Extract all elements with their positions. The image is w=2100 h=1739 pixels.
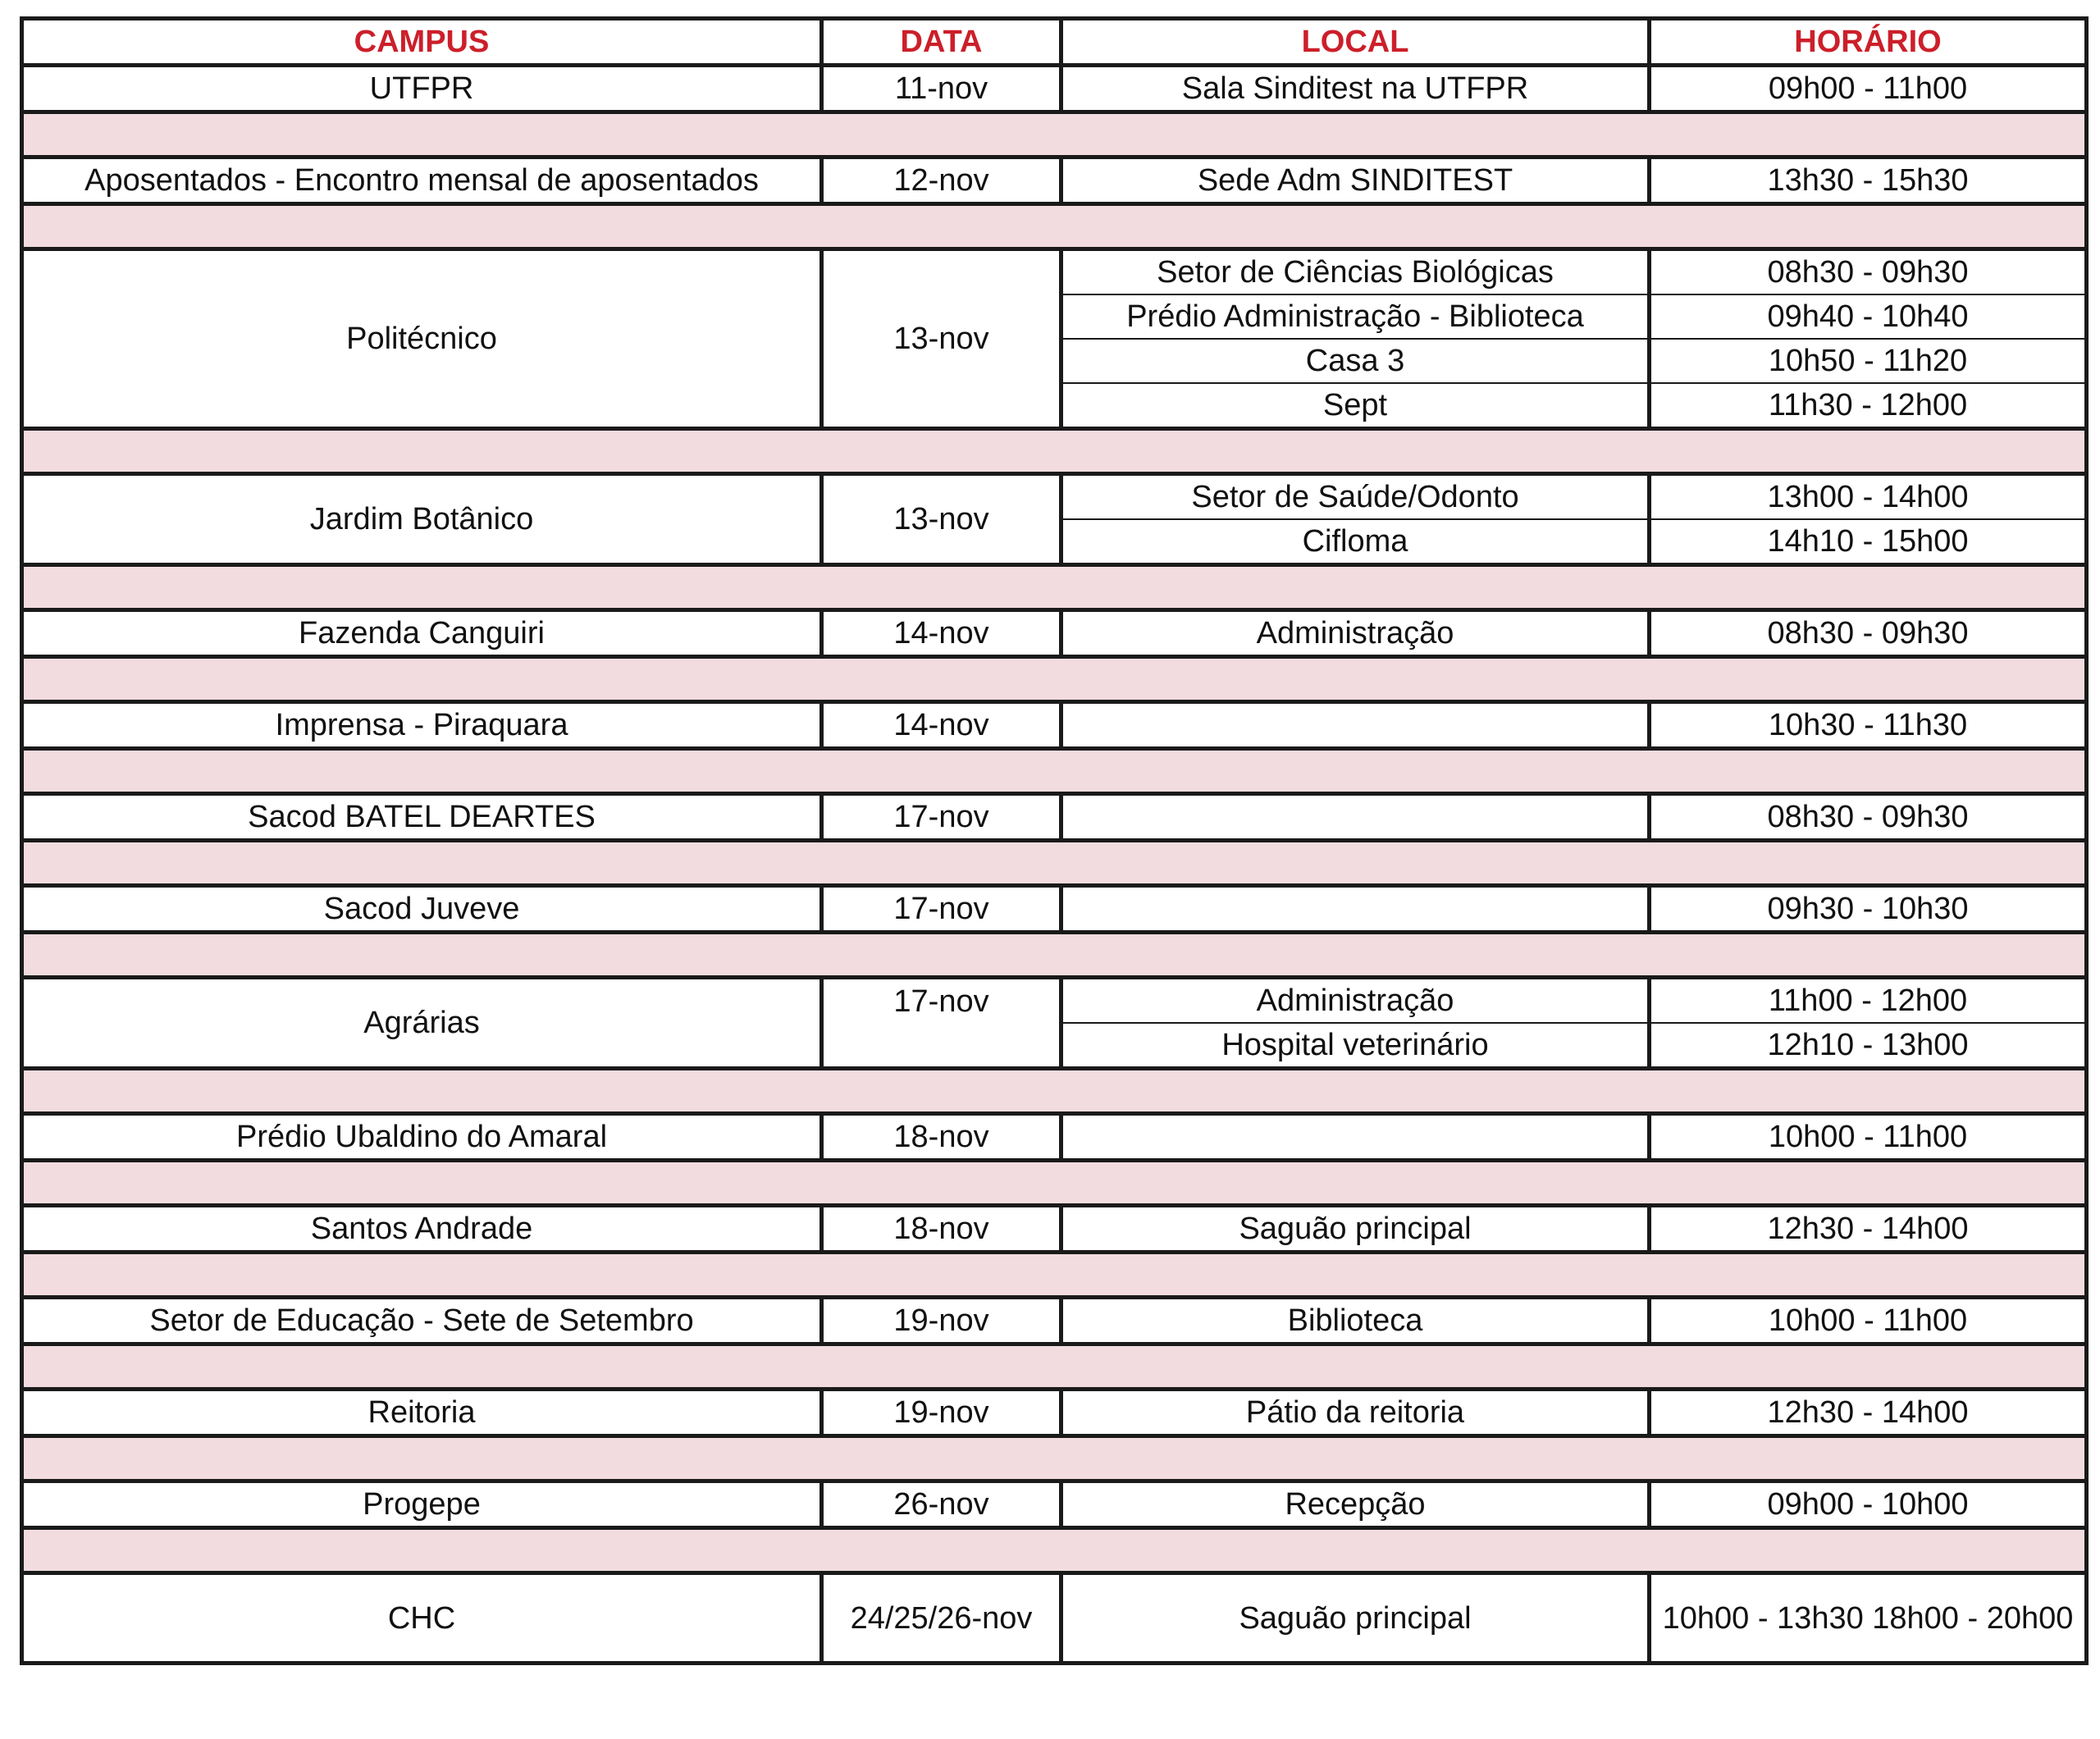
table-row [22, 794, 2087, 841]
campus-cell: Setor de Educação - Sete de Setembro [22, 1298, 822, 1344]
spacer-row [22, 204, 2087, 249]
campus-cell: Agrárias [22, 978, 822, 1069]
table-row [22, 1298, 2087, 1344]
date-cell: 14-nov [822, 702, 1061, 749]
spacer-row [22, 112, 2087, 157]
spacer-row [22, 429, 2087, 474]
campus-cell: Prédio Ubaldino do Amaral [22, 1114, 822, 1161]
local-cell: Cifloma [1061, 519, 1650, 565]
campus-cell: Reitoria [22, 1390, 822, 1436]
table-row [22, 157, 2087, 204]
campus-cell: Politécnico [22, 249, 822, 429]
time-cell: 10h30 - 11h30 [1650, 702, 2087, 749]
date-cell: 24/25/26-nov [822, 1573, 1061, 1664]
local-cell: Sala Sinditest na UTFPR [1061, 66, 1650, 112]
local-cell: Biblioteca [1061, 1298, 1650, 1344]
date-cell: 19-nov [822, 1298, 1061, 1344]
date-cell: 18-nov [822, 1114, 1061, 1161]
local-cell: Prédio Administração - Biblioteca [1061, 294, 1650, 339]
campus-cell: Jardim Botânico [22, 474, 822, 565]
time-cell: 09h30 - 10h30 [1650, 886, 2087, 933]
time-cell: 09h00 - 11h00 [1650, 66, 2087, 112]
table-row [22, 1390, 2087, 1436]
date-cell: 18-nov [822, 1206, 1061, 1253]
spacer-row [22, 841, 2087, 886]
table-row [22, 978, 2087, 1024]
campus-cell: Sacod Juveve [22, 886, 822, 933]
time-cell: 12h30 - 14h00 [1650, 1206, 2087, 1253]
time-cell: 10h50 - 11h20 [1650, 339, 2087, 383]
date-cell: 13-nov [822, 249, 1061, 429]
local-cell: Administração [1061, 978, 1650, 1024]
campus-cell: Progepe [22, 1481, 822, 1528]
local-cell: Saguão principal [1061, 1573, 1650, 1664]
time-cell: 10h00 - 11h00 [1650, 1114, 2087, 1161]
local-cell: Hospital veterinário [1061, 1023, 1650, 1069]
time-cell: 13h00 - 14h00 [1650, 474, 2087, 520]
campus-cell: Santos Andrade [22, 1206, 822, 1253]
time-cell: 08h30 - 09h30 [1650, 249, 2087, 295]
local-cell [1061, 702, 1650, 749]
date-cell: 17-nov [822, 886, 1061, 933]
date-cell: 14-nov [822, 610, 1061, 657]
date-cell: 26-nov [822, 1481, 1061, 1528]
table-row [22, 1206, 2087, 1253]
date-cell: 11-nov [822, 66, 1061, 112]
header-local: LOCAL [1061, 19, 1650, 66]
local-cell: Sept [1061, 383, 1650, 429]
local-cell: Sede Adm SINDITEST [1061, 157, 1650, 204]
local-cell [1061, 1114, 1650, 1161]
time-cell: 10h00 - 11h00 [1650, 1298, 2087, 1344]
table-row [22, 610, 2087, 657]
local-cell: Setor de Saúde/Odonto [1061, 474, 1650, 520]
local-cell: Recepção [1061, 1481, 1650, 1528]
time-cell: 12h10 - 13h00 [1650, 1023, 2087, 1069]
time-cell: 11h30 - 12h00 [1650, 383, 2087, 429]
local-cell: Pátio da reitoria [1061, 1390, 1650, 1436]
header-horario: HORÁRIO [1650, 19, 2087, 66]
campus-cell: Aposentados - Encontro mensal de aposentados [22, 157, 822, 204]
header-data: DATA [822, 19, 1061, 66]
local-cell: Setor de Ciências Biológicas [1061, 249, 1650, 295]
time-cell: 12h30 - 14h00 [1650, 1390, 2087, 1436]
schedule-table [20, 16, 2089, 1665]
spacer-row [22, 1528, 2087, 1573]
spacer-row [22, 657, 2087, 702]
time-cell: 14h10 - 15h00 [1650, 519, 2087, 565]
campus-cell: Fazenda Canguiri [22, 610, 822, 657]
table-row [22, 66, 2087, 112]
local-cell: Saguão principal [1061, 1206, 1650, 1253]
spacer-row [22, 565, 2087, 610]
table-row [22, 702, 2087, 749]
time-cell: 08h30 - 09h30 [1650, 610, 2087, 657]
time-cell: 09h40 - 10h40 [1650, 294, 2087, 339]
local-cell: Casa 3 [1061, 339, 1650, 383]
spacer-row [22, 1344, 2087, 1390]
local-cell [1061, 794, 1650, 841]
spacer-row [22, 1161, 2087, 1206]
table-row [22, 886, 2087, 933]
date-cell: 12-nov [822, 157, 1061, 204]
time-cell: 08h30 - 09h30 [1650, 794, 2087, 841]
table-row [22, 1573, 2087, 1664]
campus-cell: Imprensa - Piraquara [22, 702, 822, 749]
table-row [22, 249, 2087, 295]
table-row [22, 1114, 2087, 1161]
campus-cell: CHC [22, 1573, 822, 1664]
date-cell: 13-nov [822, 474, 1061, 565]
header-row [22, 19, 2087, 66]
time-cell: 11h00 - 12h00 [1650, 978, 2087, 1024]
spacer-row [22, 1436, 2087, 1481]
local-cell: Administração [1061, 610, 1650, 657]
spacer-row [22, 1253, 2087, 1298]
campus-cell: UTFPR [22, 66, 822, 112]
spacer-row [22, 933, 2087, 978]
date-cell: 19-nov [822, 1390, 1061, 1436]
time-cell: 13h30 - 15h30 [1650, 157, 2087, 204]
table-row [22, 474, 2087, 520]
campus-cell: Sacod BATEL DEARTES [22, 794, 822, 841]
table-row [22, 1481, 2087, 1528]
local-cell [1061, 886, 1650, 933]
spacer-row [22, 1069, 2087, 1114]
header-campus: CAMPUS [22, 19, 822, 66]
time-cell: 10h00 - 13h30 18h00 - 20h00 [1650, 1573, 2087, 1664]
date-cell: 17-nov [822, 794, 1061, 841]
date-cell: 17-nov [822, 978, 1061, 1069]
spacer-row [22, 749, 2087, 794]
time-cell: 09h00 - 10h00 [1650, 1481, 2087, 1528]
